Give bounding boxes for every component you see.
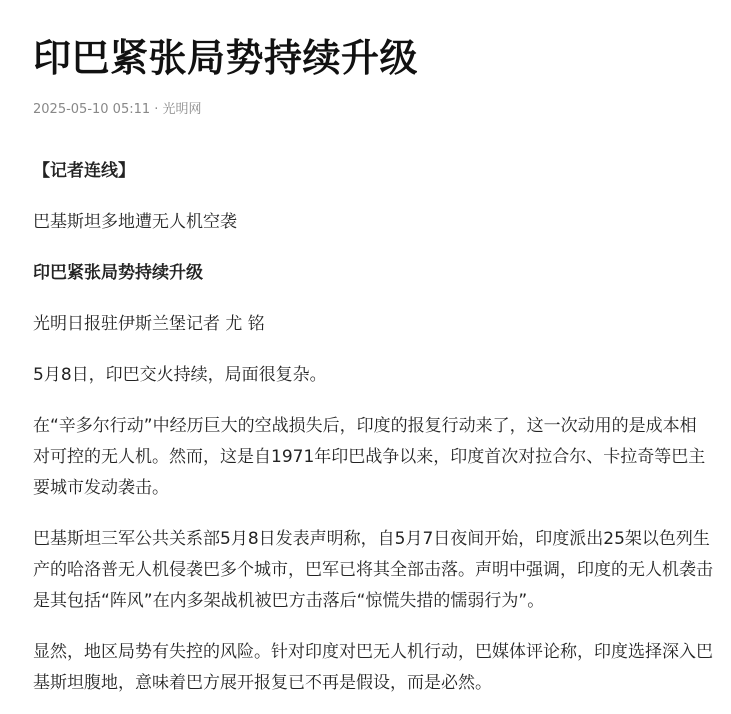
- section-tag: 【记者连线】: [33, 161, 135, 181]
- article-meta: 2025-05-10 05:11 · 光明网: [33, 102, 202, 117]
- subtitle: 印巴紧张局势持续升级: [33, 263, 203, 283]
- paragraph: 巴基斯坦三军公共关系部5月8日发表声明称，自5月7日夜间开始，印度派出25架以色列生产的哈洛普无人机侵袭巴多个城市，巴军已将其全部击落。声明中强调，印度的无人机袭击是其包括“阵风”在内多架战机被巴方击落后“惊慌失措的懦弱行为”。: [33, 529, 713, 611]
- subheading: 巴基斯坦多地遭无人机空袭: [33, 212, 237, 232]
- article-title: 印巴紧张局势持续升级: [33, 36, 419, 80]
- paragraph: 5月8日，印巴交火持续，局面很复杂。: [33, 365, 327, 385]
- paragraph: 显然，地区局势有失控的风险。针对印度对巴无人机行动，巴媒体评论称，印度选择深入巴基斯坦腹地，意味着巴方展开报复已不再是假设，而是必然。: [33, 642, 713, 693]
- paragraph: 在“辛多尔行动”中经历巨大的空战损失后，印度的报复行动来了，这一次动用的是成本相对可控的无人机。然而，这是自1971年印巴战争以来，印度首次对拉合尔、卡拉奇等巴主要城市发动袭击。: [33, 416, 706, 498]
- byline: 光明日报驻伊斯兰堡记者 尤 铭: [33, 314, 265, 334]
- article-body: [33, 156, 713, 699]
